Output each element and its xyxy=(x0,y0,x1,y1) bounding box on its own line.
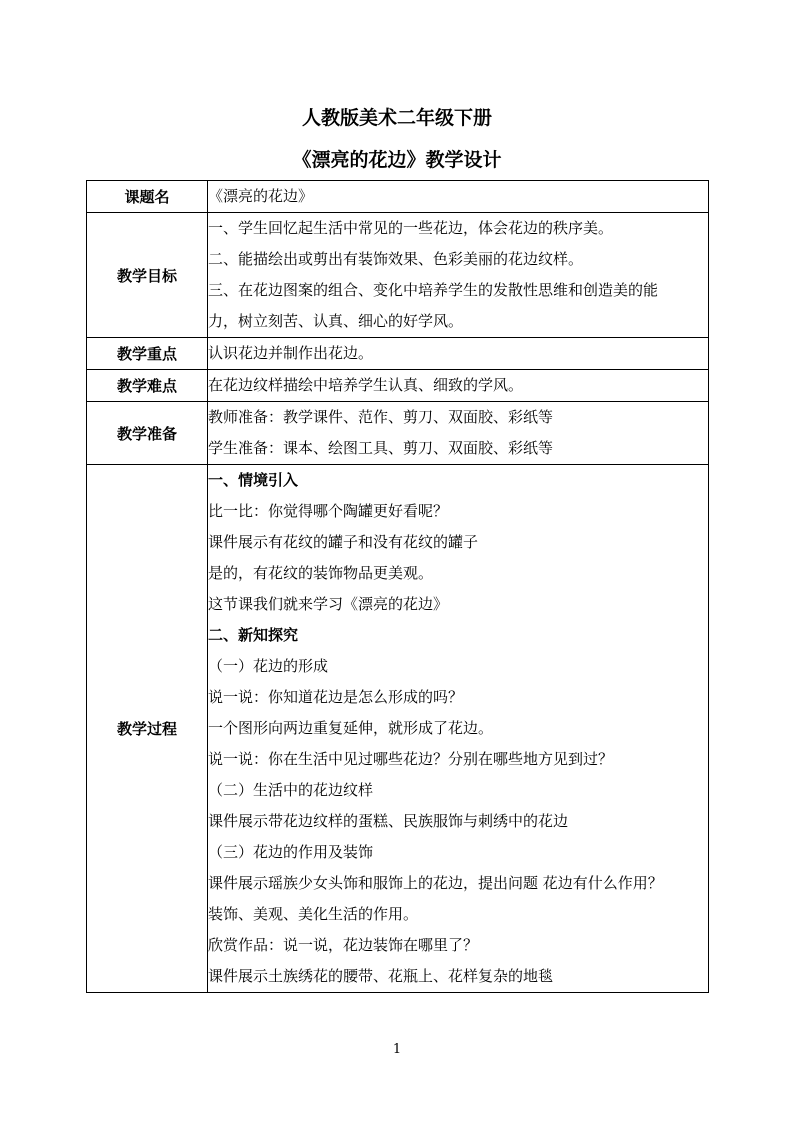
content-line: 认识花边并制作出花边。 xyxy=(208,344,374,362)
content-line: 《漂亮的花边》 xyxy=(208,187,314,205)
table-row-objectives xyxy=(87,213,709,338)
content-line: 比一比：你觉得哪个陶罐更好看呢？ xyxy=(208,502,449,520)
content-line: 二、能描绘出或剪出有装饰效果、色彩美丽的花边纹样。 xyxy=(208,250,584,268)
content-line: 一、学生回忆起生活中常见的一些花边，体会花边的秩序美。 xyxy=(208,219,614,237)
content-line: 力，树立刻苦、认真、细心的好学风。 xyxy=(208,312,464,330)
content-line: 说一说：你在生活中见过哪些花边？分别在哪些地方见到过？ xyxy=(208,750,614,768)
content-line: 课件展示瑶族少女头饰和服饰上的花边，提出问题 花边有什么作用？ xyxy=(208,874,663,892)
content-line: 教师准备：教学课件、范作、剪刀、双面胶、彩纸等 xyxy=(208,408,554,426)
content-line: 是的，有花纹的装饰物品更美观。 xyxy=(208,564,434,582)
lesson-plan-table xyxy=(86,180,709,993)
row-content xyxy=(208,338,709,370)
content-line: 这节课我们就来学习《漂亮的花边》 xyxy=(208,595,449,613)
table-row-preparation xyxy=(87,402,709,465)
content-line: 一个图形向两边重复延伸，就形成了花边。 xyxy=(208,719,494,737)
content-line: 课件展示有花纹的罐子和没有花纹的罐子 xyxy=(208,533,479,551)
row-label: 教学准备 xyxy=(87,402,208,465)
table-row-difficulties xyxy=(87,370,709,402)
table-row-topic xyxy=(87,181,709,213)
content-line: 三、在花边图案的组合、变化中培养学生的发散性思维和创造美的能 xyxy=(208,281,659,299)
document-title: 人教版美术二年级下册 xyxy=(301,107,492,129)
page-number: 1 xyxy=(392,1042,402,1057)
content-line: 在花边纹样描绘中培养学生认真、细致的学风。 xyxy=(208,376,524,394)
content-line: （三）花边的作用及装饰 xyxy=(208,843,374,861)
row-content xyxy=(208,402,709,465)
row-label: 教学过程 xyxy=(87,465,208,993)
content-line: 说一说：你知道花边是怎么形成的吗？ xyxy=(208,688,464,706)
row-label: 教学难点 xyxy=(87,370,208,402)
row-content xyxy=(208,370,709,402)
content-line: （二）生活中的花边纹样 xyxy=(208,781,374,799)
content-line: （一）花边的形成 xyxy=(208,657,329,675)
table-row-process xyxy=(87,465,709,993)
content-line: 课件展示土族绣花的腰带、花瓶上、花样复杂的地毯 xyxy=(208,967,554,985)
row-content xyxy=(208,181,709,213)
row-label: 教学目标 xyxy=(87,213,208,338)
section-heading: 二、新知探究 xyxy=(208,626,299,644)
section-heading: 一、情境引入 xyxy=(208,471,299,489)
content-line: 欣赏作品：说一说，花边装饰在哪里了？ xyxy=(208,936,479,954)
content-line: 装饰、美观、美化生活的作用。 xyxy=(208,905,419,923)
row-content xyxy=(208,213,709,338)
row-label: 课题名 xyxy=(87,181,208,213)
content-line: 学生准备：课本、绘图工具、剪刀、双面胶、彩纸等 xyxy=(208,439,554,457)
row-content xyxy=(208,465,709,993)
table-row-key-points xyxy=(87,338,709,370)
content-line: 课件展示带花边纹样的蛋糕、民族服饰与刺绣中的花边 xyxy=(208,812,569,830)
row-label: 教学重点 xyxy=(87,338,208,370)
document-subtitle: 《漂亮的花边》教学设计 xyxy=(292,149,502,171)
